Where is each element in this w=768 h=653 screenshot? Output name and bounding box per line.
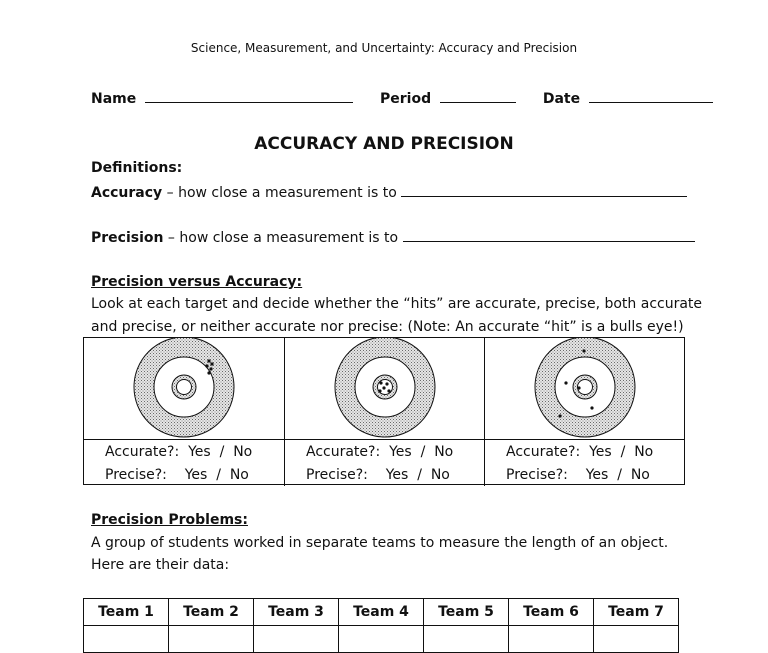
team-4-header: Team 4: [339, 599, 424, 626]
target-2-precise: Precise?: Yes / No: [306, 467, 450, 483]
problems-line-2: Here are their data:: [91, 557, 230, 573]
instructions-line-2: and precise, or neither accurate nor precise: (Note: An accurate “hit” is a bulls eye!): [91, 319, 684, 335]
precision-term: Precision: [91, 230, 164, 246]
target-2-icon: [333, 338, 437, 438]
period-field[interactable]: [440, 90, 516, 103]
page-header: Science, Measurement, and Uncertainty: Accuracy and Precision: [190, 41, 578, 55]
date-label: Date: [542, 91, 581, 107]
team-1-header: Team 1: [84, 599, 169, 626]
precision-problems-heading: Precision Problems:: [91, 512, 248, 528]
target-1-accurate: Accurate?: Yes / No: [105, 444, 253, 460]
target-1-precise: Precise?: Yes / No: [105, 467, 249, 483]
team-5-header: Team 5: [424, 599, 509, 626]
team-7-header: Team 7: [594, 599, 679, 626]
precision-definition: [91, 229, 695, 246]
accuracy-text: – how close a measurement is to: [162, 185, 402, 201]
accuracy-definition: [91, 184, 687, 201]
accuracy-term: Accuracy: [91, 185, 163, 201]
definitions-heading: Definitions:: [91, 160, 183, 176]
target-table: [83, 337, 685, 485]
student-info-row: [91, 90, 713, 107]
target-cell-3: [484, 338, 684, 486]
name-label: Name: [91, 91, 137, 107]
team-2-header: Team 2: [169, 599, 254, 626]
instructions-line-1: Look at each target and decide whether the “hits” are accurate, precise, both accurate: [91, 296, 703, 312]
target-3-precise: Precise?: Yes / No: [506, 467, 650, 483]
precision-vs-accuracy-heading: Precision versus Accuracy:: [91, 274, 303, 290]
precision-blank[interactable]: [403, 229, 695, 242]
accuracy-blank[interactable]: [401, 184, 687, 197]
team-6-header: Team 6: [509, 599, 594, 626]
target-3-icon: [533, 338, 637, 438]
target-cell-1: [84, 338, 284, 486]
target-2-accurate: Accurate?: Yes / No: [306, 444, 454, 460]
period-label: Period: [380, 91, 432, 107]
target-3-accurate: Accurate?: Yes / No: [506, 444, 654, 460]
target-1-icon: [132, 338, 236, 438]
precision-text: – how close a measurement is to: [163, 230, 403, 246]
team-data-table: [83, 598, 679, 653]
date-field[interactable]: [589, 90, 713, 103]
team-3-header: Team 3: [254, 599, 339, 626]
page-title: ACCURACY AND PRECISION: [254, 134, 514, 154]
target-cell-2: [284, 338, 484, 486]
team-header-row: [84, 599, 679, 626]
problems-line-1: A group of students worked in separate teams to measure the length of an object.: [91, 535, 669, 551]
name-field[interactable]: [145, 90, 353, 103]
